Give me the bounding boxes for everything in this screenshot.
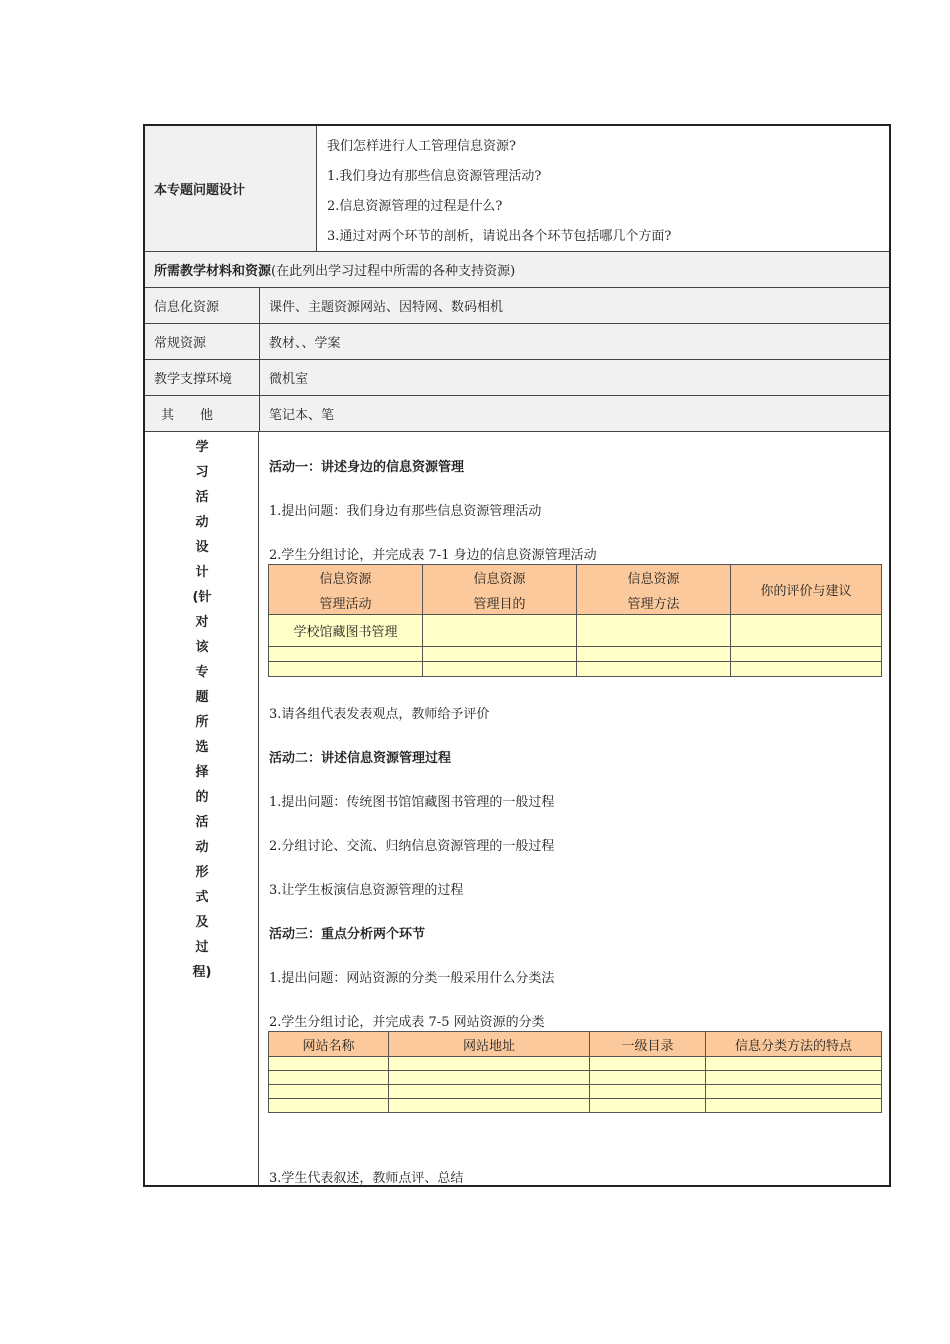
materials-row-other xyxy=(145,396,889,432)
worksheet-cell[interactable] xyxy=(590,1071,706,1085)
worksheet-cell[interactable] xyxy=(706,1057,882,1071)
worksheet-cell[interactable] xyxy=(731,615,882,647)
worksheet-cell[interactable] xyxy=(269,1085,389,1099)
question-3: 3.通过对两个环节的剖析，请说出各个环节包括哪几个方面? xyxy=(327,229,672,244)
materials-heading-row xyxy=(145,252,889,288)
worksheet-cell[interactable] xyxy=(706,1099,882,1113)
activity3-title: 活动三：重点分析两个环节 xyxy=(269,927,426,942)
worksheet-cell[interactable] xyxy=(590,1085,706,1099)
vertical-label-char: 程) xyxy=(192,965,212,980)
worksheet-cell[interactable] xyxy=(269,1099,389,1113)
activity3-step3: 3.学生代表叙述，教师点评、总结 xyxy=(269,1171,464,1186)
materials-value: 微机室 xyxy=(269,372,309,387)
vertical-label-char: 动 xyxy=(195,840,209,855)
vertical-label-char: 题 xyxy=(195,690,209,705)
materials-value: 笔记本、笔 xyxy=(269,408,335,423)
materials-label: 教学支撑环境 xyxy=(145,360,260,395)
activity1-step1: 1.提出问题：我们身边有那些信息资源管理活动 xyxy=(269,504,542,519)
vertical-label-char: 计 xyxy=(195,565,209,580)
activity1-step3: 3.请各组代表发表观点，教师给予评价 xyxy=(269,707,490,722)
activity2-step2: 2.分组讨论、交流、归纳信息资源管理的一般过程 xyxy=(269,839,555,854)
activity2-step3: 3.让学生板演信息资源管理的过程 xyxy=(269,883,464,898)
vertical-label-char: 所 xyxy=(195,715,209,730)
worksheet-cell[interactable] xyxy=(731,662,882,677)
worksheet-cell[interactable] xyxy=(706,1071,882,1085)
activity1-title: 活动一：讲述身边的信息资源管理 xyxy=(269,460,465,475)
vertical-label-char: 的 xyxy=(195,790,209,805)
activity2-step1: 1.提出问题：传统图书馆馆藏图书管理的一般过程 xyxy=(269,795,555,810)
question-1: 1.我们身边有那些信息资源管理活动? xyxy=(327,169,542,184)
worksheet-header: 信息资源 管理活动 xyxy=(269,565,423,615)
materials-heading-note: (在此列出学习过程中所需的各种支持资源) xyxy=(271,264,516,279)
worksheet-header: 信息资源 管理方法 xyxy=(577,565,731,615)
materials-heading xyxy=(145,252,889,287)
activity3-step2: 2.学生分组讨论，并完成表 7-5 网站资源的分类 xyxy=(269,1015,545,1030)
materials-row-environment xyxy=(145,360,889,396)
vertical-label-char: 对 xyxy=(195,615,209,630)
materials-label: 其 他 xyxy=(145,396,260,431)
lesson-plan-table xyxy=(143,124,891,1187)
vertical-label-char: 活 xyxy=(195,490,209,505)
materials-value: 课件、主题资源网站、因特网、数码相机 xyxy=(269,300,504,315)
materials-label: 信息化资源 xyxy=(145,288,260,323)
worksheet-cell[interactable] xyxy=(706,1085,882,1099)
activity3-worksheet xyxy=(268,1031,882,1113)
worksheet-header: 信息资源 管理目的 xyxy=(423,565,577,615)
activity-vertical-label xyxy=(145,432,259,1185)
worksheet-cell[interactable] xyxy=(269,662,423,677)
worksheet-cell[interactable] xyxy=(269,647,423,662)
worksheet-cell[interactable] xyxy=(389,1057,590,1071)
worksheet-cell[interactable] xyxy=(731,647,882,662)
vertical-label-char: 过 xyxy=(195,940,209,955)
worksheet-cell[interactable] xyxy=(423,647,577,662)
worksheet-header: 你的评价与建议 xyxy=(731,565,882,615)
worksheet-cell[interactable] xyxy=(577,615,731,647)
vertical-label-char: 专 xyxy=(195,665,209,680)
vertical-label-char: 形 xyxy=(195,865,209,880)
materials-row-digital xyxy=(145,288,889,324)
vertical-label-char: 选 xyxy=(195,740,209,755)
problem-design-row xyxy=(145,126,889,252)
worksheet-header: 一级目录 xyxy=(590,1032,706,1057)
problem-design-label: 本专题问题设计 xyxy=(145,126,317,251)
worksheet-cell[interactable] xyxy=(389,1071,590,1085)
vertical-label-char: 设 xyxy=(195,540,209,555)
worksheet-cell[interactable] xyxy=(590,1057,706,1071)
worksheet-header: 网站地址 xyxy=(389,1032,590,1057)
worksheet-cell[interactable] xyxy=(269,1071,389,1085)
materials-heading-bold: 所需教学材料和资源 xyxy=(154,264,272,279)
vertical-label-char: 习 xyxy=(195,465,209,480)
activity3-step1: 1.提出问题：网站资源的分类一般采用什么分类法 xyxy=(269,971,555,986)
activity1-step2: 2.学生分组讨论，并完成表 7-1 身边的信息资源管理活动 xyxy=(269,548,597,563)
vertical-label-char: 学 xyxy=(195,440,209,455)
vertical-label-char: 动 xyxy=(195,515,209,530)
worksheet-cell[interactable] xyxy=(389,1099,590,1113)
activity1-worksheet xyxy=(268,564,882,677)
activity2-title: 活动二：讲述信息资源管理过程 xyxy=(269,751,452,766)
worksheet-cell[interactable] xyxy=(577,647,731,662)
vertical-label-char: 及 xyxy=(195,915,209,930)
worksheet-cell[interactable] xyxy=(389,1085,590,1099)
vertical-label-char: 该 xyxy=(195,640,209,655)
worksheet-cell[interactable] xyxy=(269,1057,389,1071)
activity-design-row xyxy=(145,432,889,1185)
worksheet-cell[interactable] xyxy=(423,615,577,647)
worksheet-header: 信息分类方法的特点 xyxy=(706,1032,882,1057)
vertical-label-char: 择 xyxy=(195,765,209,780)
vertical-label-char: (针 xyxy=(192,590,212,605)
vertical-label-char: 式 xyxy=(195,890,209,905)
vertical-label-char: 活 xyxy=(195,815,209,830)
worksheet-cell[interactable] xyxy=(577,662,731,677)
worksheet-cell[interactable] xyxy=(590,1099,706,1113)
question-main: 我们怎样进行人工管理信息资源? xyxy=(327,139,516,154)
materials-label: 常规资源 xyxy=(145,324,260,359)
worksheet-header: 网站名称 xyxy=(269,1032,389,1057)
worksheet-cell[interactable]: 学校馆藏图书管理 xyxy=(269,615,423,647)
materials-value: 教材、、学案 xyxy=(269,336,341,351)
question-2: 2.信息资源管理的过程是什么? xyxy=(327,199,503,214)
materials-row-regular xyxy=(145,324,889,360)
worksheet-cell[interactable] xyxy=(423,662,577,677)
problem-questions xyxy=(317,126,889,251)
